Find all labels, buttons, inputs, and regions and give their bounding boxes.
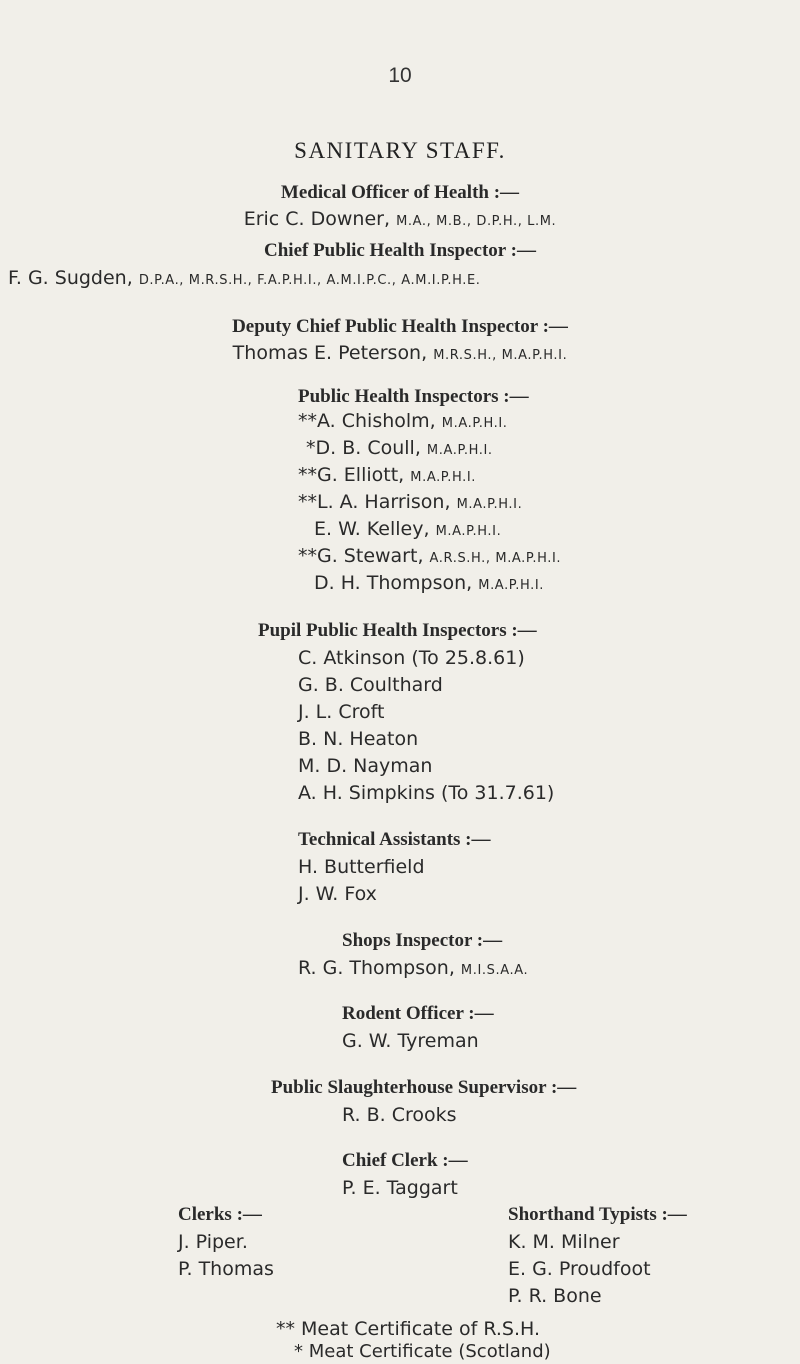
cphi-heading: Chief Public Health Inspector :— [264, 240, 536, 261]
slaughter-entry: R. B. Crooks [342, 1104, 457, 1126]
pupil-entry: C. Atkinson (To 25.8.61) [298, 647, 525, 669]
page-title: SANITARY STAFF. [294, 138, 506, 163]
pupil-entry: G. B. Coulthard [298, 674, 443, 696]
typist-entry: E. G. Proudfoot [508, 1258, 651, 1280]
moh-quals: M.A., M.B., D.P.H., L.M. [396, 214, 557, 229]
rodent-heading: Rodent Officer :— [342, 1003, 494, 1024]
page-number: 10 [388, 64, 412, 87]
phi-entry: **A. Chisholm, M.A.P.H.I. [298, 410, 508, 432]
dcphi-quals: M.R.S.H., M.A.P.H.I. [433, 348, 568, 363]
pupil-entry: B. N. Heaton [298, 728, 419, 750]
dcphi-name: Thomas E. Peterson, [232, 342, 428, 364]
pupils-heading: Pupil Public Health Inspectors :— [258, 620, 537, 641]
pupil-entry: J. L. Croft [298, 701, 385, 723]
dcphi-heading: Deputy Chief Public Health Inspector :— [232, 316, 568, 337]
phi-entry: **G. Elliott, M.A.P.H.I. [298, 464, 477, 486]
shops-entry [298, 957, 528, 979]
typist-entry: K. M. Milner [508, 1231, 620, 1253]
clerks-heading: Clerks :— [178, 1204, 262, 1225]
cphi-quals: D.P.A., M.R.S.H., F.A.P.H.I., A.M.I.P.C., A.M.I.P.H.E. [138, 273, 481, 288]
technical-heading: Technical Assistants :— [298, 829, 491, 850]
phi-entry: D. H. Thompson, M.A.P.H.I. [314, 572, 544, 594]
shops-name: R. G. Thompson, [298, 957, 455, 979]
typists-heading: Shorthand Typists :— [508, 1204, 687, 1225]
chief-clerk-heading: Chief Clerk :— [342, 1150, 468, 1171]
cphi-entry [8, 267, 481, 289]
cphi-name: F. G. Sugden, [8, 267, 133, 289]
typist-entry: P. R. Bone [508, 1285, 602, 1307]
slaughter-heading: Public Slaughterhouse Supervisor :— [271, 1077, 577, 1098]
technical-entry: J. W. Fox [298, 883, 377, 905]
moh-name: Eric C. Downer, [243, 208, 391, 230]
phi-entry: E. W. Kelley, M.A.P.H.I. [314, 518, 502, 540]
clerk-entry: P. Thomas [178, 1258, 274, 1280]
footnote: ** Meat Certificate of R.S.H. [276, 1318, 540, 1340]
moh-entry [0, 208, 800, 230]
phi-entry: **L. A. Harrison, M.A.P.H.I. [298, 491, 523, 513]
phi-entry: **G. Stewart, A.R.S.H., M.A.P.H.I. [298, 545, 562, 567]
rodent-entry: G. W. Tyreman [342, 1030, 479, 1052]
shops-quals: M.I.S.A.A. [460, 963, 529, 978]
shops-heading: Shops Inspector :— [342, 930, 503, 951]
technical-entry: H. Butterfield [298, 856, 425, 878]
phi-entry: *D. B. Coull, M.A.P.H.I. [306, 437, 493, 459]
chief-clerk-entry: P. E. Taggart [342, 1177, 458, 1199]
clerk-entry: J. Piper. [178, 1231, 248, 1253]
dcphi-entry [0, 342, 800, 364]
pupil-entry: A. H. Simpkins (To 31.7.61) [298, 782, 555, 804]
pupil-entry: M. D. Nayman [298, 755, 433, 777]
footnote: * Meat Certificate (Scotland) [294, 1341, 551, 1362]
moh-heading: Medical Officer of Health :— [280, 182, 520, 203]
phi-heading: Public Health Inspectors :— [298, 386, 529, 407]
